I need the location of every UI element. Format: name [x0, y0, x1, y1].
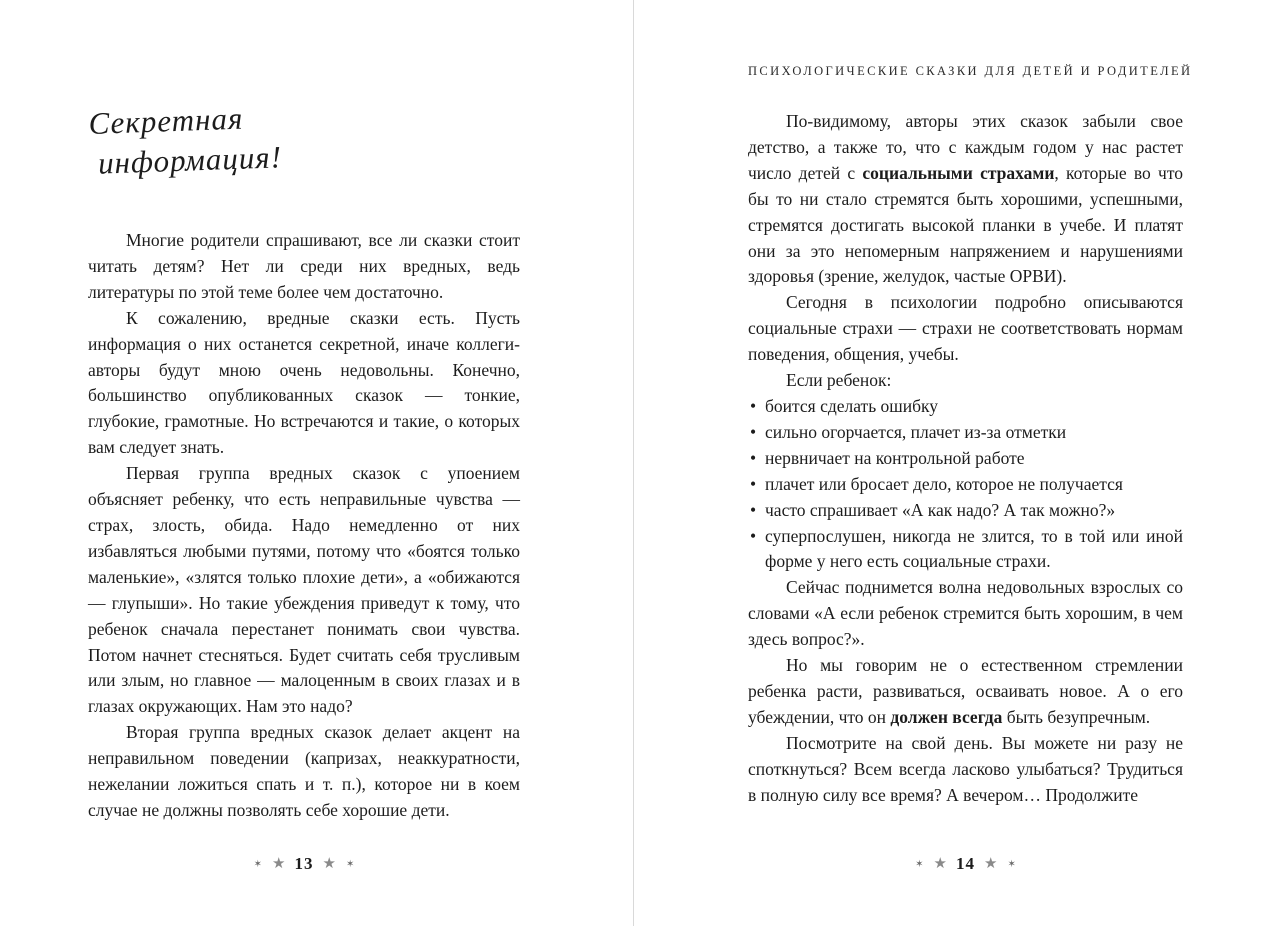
paragraph — [748, 653, 1183, 731]
paragraph: К сожалению, вредные сказки есть. Пусть информация о них останется секретной, иначе коллеги-авторы будут мною очень недовольны. Конечно, большинство опубликованных сказок — тонкие, глубокие, грамотные. Но встречаются и такие, о которых вам следует знать. — [88, 307, 520, 458]
star-large-icon: ★ — [272, 856, 286, 872]
bold-text: должен всегда — [890, 706, 1003, 727]
star-small-icon: ✶ — [345, 859, 355, 870]
star-large-icon: ★ — [933, 856, 947, 872]
left-body-text — [88, 228, 520, 824]
page-right — [634, 0, 1268, 926]
page-footer-right — [748, 854, 1183, 874]
paragraph — [748, 109, 1183, 290]
page-number: 14 — [956, 854, 975, 873]
text-segment: Но мы говорим не о естественном стремлении ребенка расти, развиваться, осваивать новое. А о его убеждении, что он — [748, 655, 1183, 727]
paragraph: Посмотрите на свой день. Вы можете ни разу не споткнуться? Всем всегда ласково улыбаться? Трудиться в полную силу все время? А вечером… Продолжите — [748, 732, 1183, 805]
text-segment: быть безупречным. — [1002, 706, 1151, 727]
star-small-icon: ✶ — [915, 859, 924, 870]
list-item: • суперпослушен, никогда не злится, то в той или иной форме у него есть социальные страхи. — [748, 524, 1183, 576]
star-small-icon: ✶ — [1007, 859, 1016, 870]
text-segment: , которые во что бы то ни стало стремятся быть хорошими, успешными, стремятся достигать высокой планки в учебе. И платят они за это непомерным напряжением и нарушениями здоровья (зрение, желудок, частые ОРВИ). — [748, 162, 1183, 287]
right-body-text — [748, 109, 1183, 808]
paragraph: Вторая группа вредных сказок делает акцент на неправильном поведении (капризах, неаккуратности, нежелании ложиться спать и т. п.), которое ни в коем случае не должны позволять себе хорошие дети. — [88, 722, 520, 820]
list-item: • боится сделать ошибку — [748, 394, 1183, 420]
list-item: • сильно огорчается, плачет из-за отметки — [748, 420, 1183, 446]
paragraph: Сейчас поднимется волна недовольных взрослых со словами «А если ребенок стремится быть хорошим, в чем здесь вопрос?». — [748, 577, 1183, 650]
bold-text: социальными страхами — [862, 162, 1055, 183]
list-item: • нервничает на контрольной работе — [748, 446, 1183, 472]
star-large-icon: ★ — [984, 856, 998, 872]
paragraph: Многие родители спрашивают, все ли сказки стоит читать детям? Нет ли среди них вредных, ведь литературы по этой теме более чем достаточно. — [88, 230, 520, 302]
star-small-icon: ✶ — [253, 859, 263, 870]
running-header: ПСИХОЛОГИЧЕСКИЕ СКАЗКИ ДЛЯ ДЕТЕЙ И РОДИТЕЛЕЙ — [748, 64, 1193, 78]
star-large-icon: ★ — [322, 856, 336, 872]
symptoms-list — [748, 394, 1183, 575]
chapter-heading — [88, 89, 523, 184]
page-number: 13 — [294, 854, 314, 873]
paragraph: Первая группа вредных сказок с упоением объясняет ребенку, что есть неправильные чувства — страх, злость, обида. Надо немедленно от них избавляться любыми путями, потому что «боятся только маленькие», «злятся только плохие дети», а «обижаются — глупыши». Но такие убеждения приведут к тому, что ребенок сначала перестанет понимать свои чувства. Потом начнет стесняться. Будет считать себя трусливым или злым, но главное — малоценным в своих глазах и в глазах окружающих. Нам это надо? — [88, 463, 520, 717]
paragraph: Сегодня в психологии подробно описываются социальные страхи — страхи не соответствовать нормам поведения, общения, учебы. — [748, 292, 1183, 365]
list-item: • часто спрашивает «А как надо? А так можно?» — [748, 498, 1183, 524]
paragraph: Если ребенок: — [786, 370, 892, 391]
page-right-content — [634, 0, 1268, 808]
text-segment: По-видимому, авторы этих сказок забыли свое детство, а также то, что с каждым годом у нас растет число детей с — [748, 111, 1183, 183]
page-left-content — [0, 0, 633, 824]
chapter-heading-line1: Секретная — [88, 100, 244, 141]
list-item: • плачет или бросает дело, которое не получается — [748, 472, 1183, 498]
chapter-heading-line2: информация! — [97, 139, 283, 181]
page-footer-left — [88, 854, 520, 874]
